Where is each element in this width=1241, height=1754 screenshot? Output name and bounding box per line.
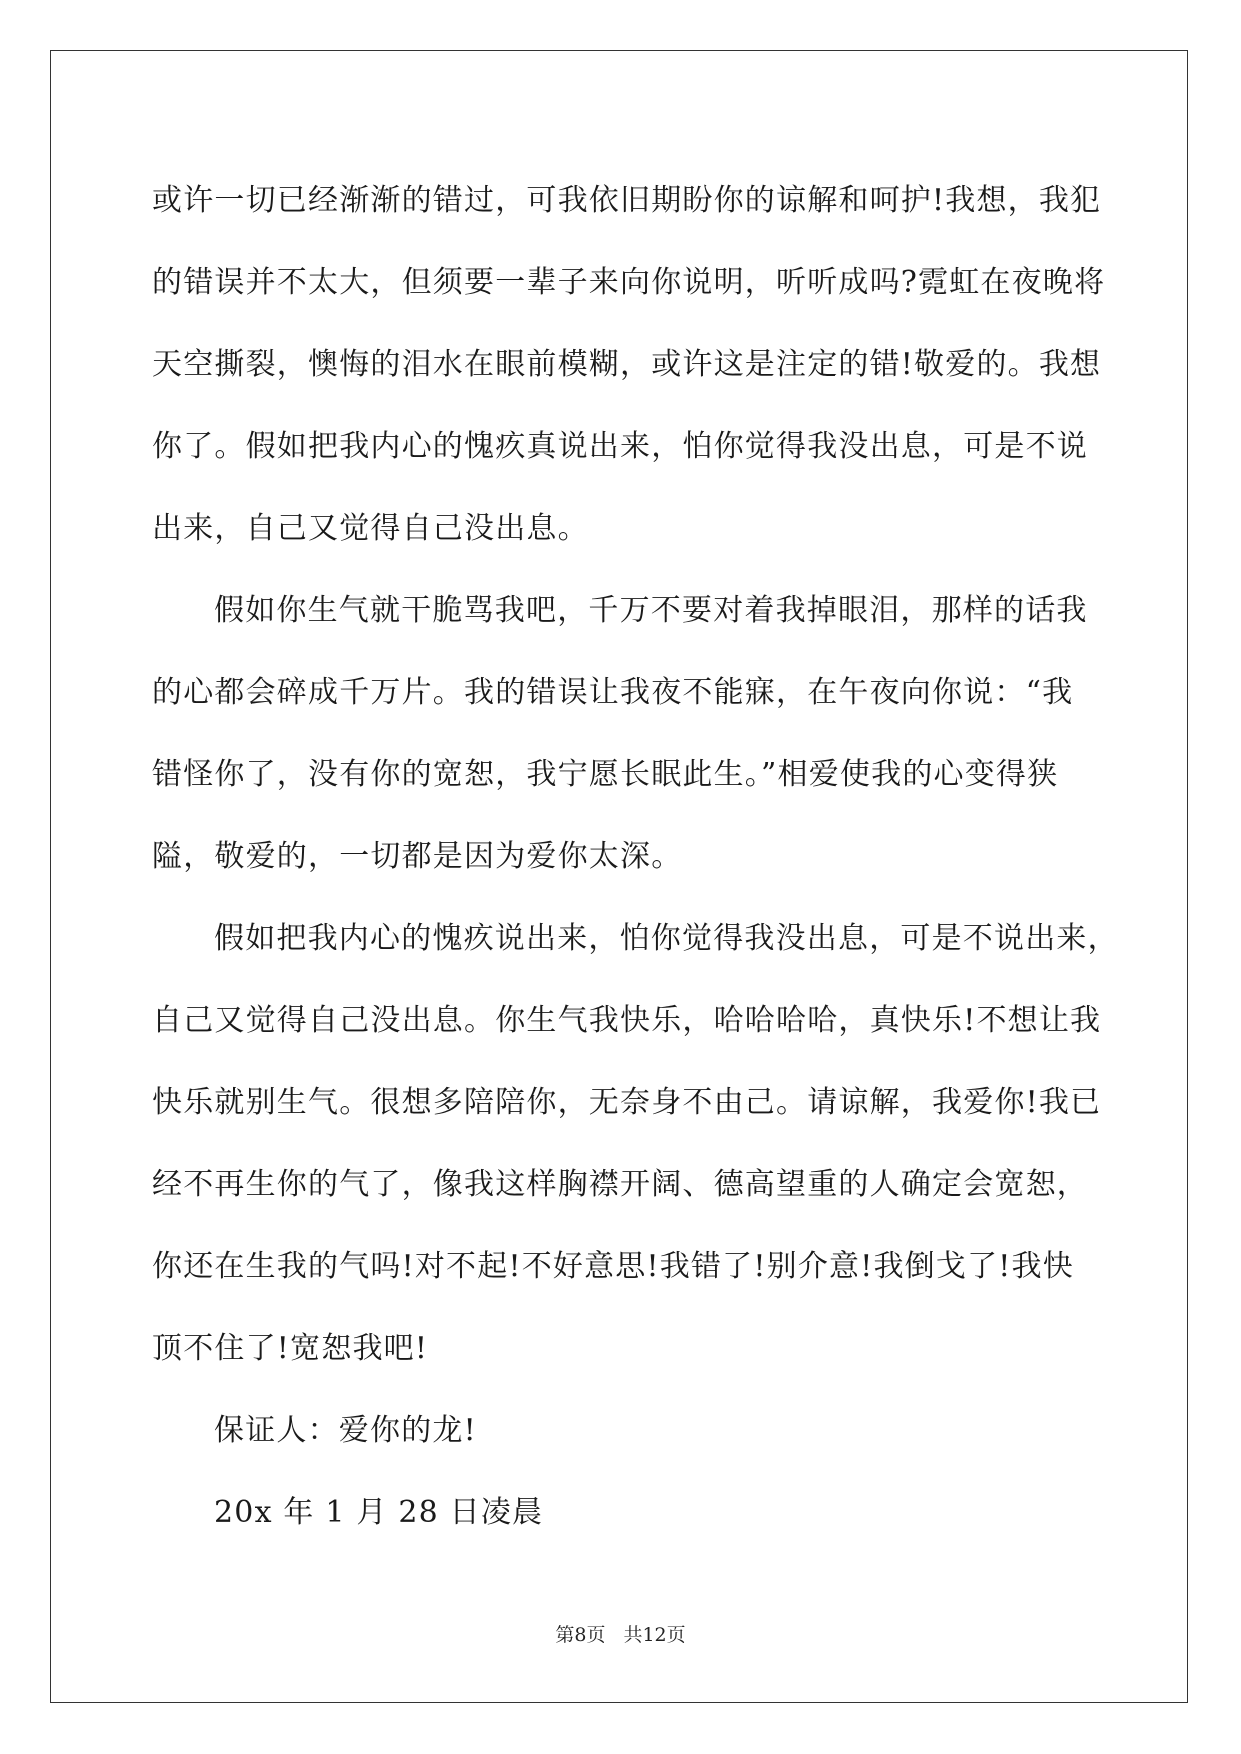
text-line: 经不再生你的气了，像我这样胸襟开阔、德高望重的人确定会宽恕， [152, 1167, 1088, 1202]
text-line: 你了。假如把我内心的愧疚真说出来，怕你觉得我没出息，可是不说 [152, 429, 1088, 464]
text-line: 快乐就别生气。很想多陪陪你，无奈身不由己。请谅解，我爱你!我已 [152, 1085, 1102, 1120]
page-footer [0, 1620, 1241, 1647]
signature-line: 保证人：爱你的龙! [214, 1413, 477, 1448]
text-line: 天空撕裂，懊悔的泪水在眼前模糊，或许这是注定的错!敬爱的。我想 [152, 347, 1102, 382]
text-line: 假如把我内心的愧疚说出来，怕你觉得我没出息，可是不说出来， [214, 921, 1119, 956]
text-line: 的错误并不太大，但须要一辈子来向你说明，听听成吗?霓虹在夜晚将 [152, 265, 1106, 300]
text-line: 错怪你了，没有你的宽恕，我宁愿长眠此生。”相爱使我的心变得狭 [152, 757, 1059, 792]
text-line: 或许一切已经渐渐的错过，可我依旧期盼你的谅解和呵护!我想，我犯 [152, 183, 1102, 218]
text-line: 的心都会碎成千万片。我的错误让我夜不能寐，在午夜向你说：“我 [152, 675, 1074, 710]
document-body [152, 160, 1119, 1554]
text-line: 自己又觉得自己没出息。你生气我快乐，哈哈哈哈，真快乐!不想让我 [152, 1003, 1102, 1038]
text-line: 假如你生气就干脆骂我吧，千万不要对着我掉眼泪，那样的话我 [214, 593, 1088, 628]
date-line: 20x 年 1 月 28 日凌晨 [214, 1495, 544, 1530]
text-line: 出来，自己又觉得自己没出息。 [152, 511, 589, 546]
text-line: 隘，敬爱的，一切都是因为爱你太深。 [152, 839, 683, 874]
text-line: 顶不住了!宽恕我吧! [152, 1331, 429, 1366]
page-number: 第8页 [555, 1624, 606, 1646]
text-line: 你还在生我的气吗!对不起!不好意思!我错了!别介意!我倒戈了!我快 [152, 1249, 1074, 1284]
page-total: 共12页 [623, 1624, 686, 1646]
